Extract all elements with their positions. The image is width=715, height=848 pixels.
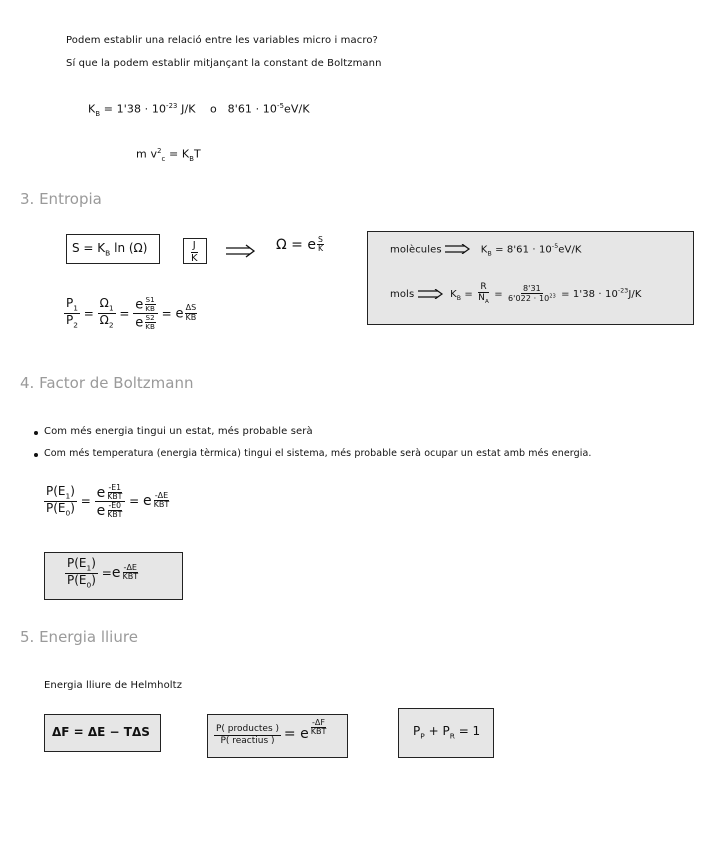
intro-answer: Sí que la podem establir mitjançant la constant de Boltzmann (66, 58, 382, 69)
multiplicity-formula: Ω = e $\frac{S}{K}$ (276, 235, 323, 254)
bullet-dot (34, 453, 38, 457)
implies-arrow-icon (418, 289, 444, 299)
intro-question: Podem establir una relació entre les variables micro i macro? (66, 35, 378, 46)
boltzmann-constant-box (367, 231, 694, 325)
energy-equipartition-formula: m $v^2_c = K_BT$ (136, 147, 201, 163)
products-ratio-box: $\frac{\text{P( productes )}}{\text{P( reactius )}}$ = e $\frac{-\Delta F}{\text{KBT}}$ (207, 714, 348, 758)
helmholtz-formula-box: ΔF = ΔE − TΔS (44, 714, 161, 752)
mols-row: mols $K_B$ = $\frac{R}{N_A}$ = $\frac{8'31}{6'022 \cdot 10^{23}}$ = $1'38 \cdot 10^{-23}J/K$ (390, 282, 642, 306)
bullet-dot (34, 431, 38, 435)
boltzmann-constant-formula: $K_B = 1'38 \cdot 10^{-23}$ J/K o $8'61 \cdot 10^{-5}eV/K$ (88, 102, 310, 118)
section-3-heading: 3. Entropia (20, 190, 102, 208)
entropy-formula-box: $S = K_B$ ln (Ω) (66, 234, 160, 264)
boltzmann-factor-derivation: $\frac{P(E_1)}{P(E_0)}$ = e $\frac{-E1}{\text{KBT}}$ e $\frac{-E0}{\text{KBT}}$ = e $\frac{-\Delta E}{\text{KBT}}$ (46, 483, 170, 520)
section-5-heading: 5. Energia lliure (20, 628, 138, 646)
helmholtz-subtitle: Energia lliure de Helmholtz (44, 680, 183, 691)
probability-sum-box: $P_P + P_R = 1$ (398, 708, 494, 758)
probability-ratio-formula: $\frac{P_1}{P_2}$ = $\frac{\Omega_1}{\Omega_2}$ = e $\frac{S1}{KB}$ e $\frac{S2}{KB}$ = e $\frac{\Delta S}{KB}$ (66, 295, 197, 331)
molecules-row: molècules $K_B = 8'61 \cdot 10^{-5}eV/K$ (390, 243, 582, 258)
implies-arrow-icon (226, 245, 256, 257)
bullet-temperature: Com més temperatura (energia tèrmica) tingui el sistema, més probable serà ocupar un estat amb més energia. (44, 448, 592, 459)
entropy-unit-box: $\frac{J}{K}$ (183, 238, 207, 264)
implies-arrow-icon (445, 244, 471, 254)
section-4-heading: 4. Factor de Boltzmann (20, 374, 194, 392)
bullet-energy: Com més energia tingui un estat, més probable serà (44, 426, 313, 437)
boltzmann-factor-box: $\frac{P(E_1)}{P(E_0)}$ =e $\frac{-\Delta E}{\text{KBT}}$ (44, 552, 183, 600)
